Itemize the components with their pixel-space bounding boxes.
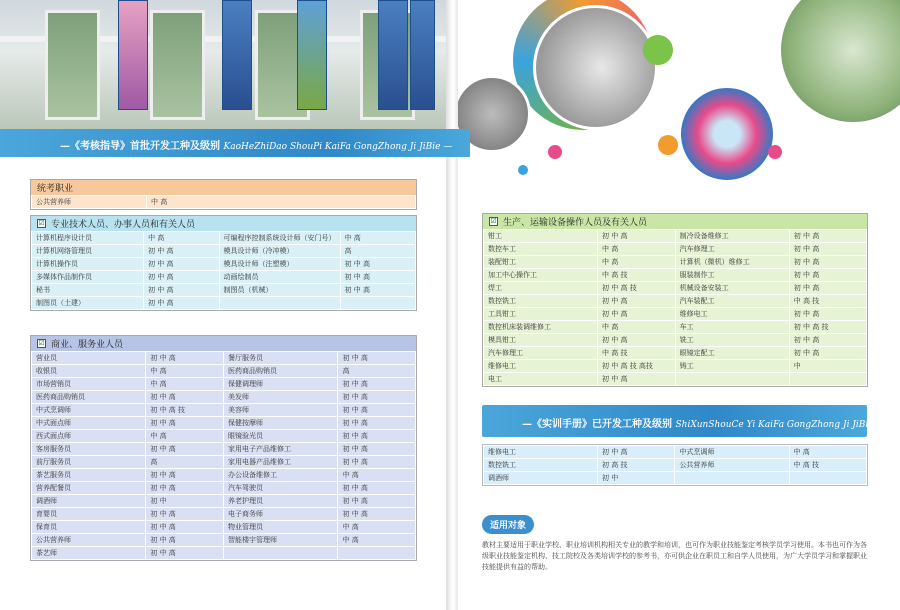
table-row [32,284,416,297]
table-row [484,446,867,459]
section-title: 生产、运输设备操作人员及有关人员 [503,218,648,228]
cell-occupation: 医药商品购销员 [32,391,146,404]
cell-level: 中 [789,360,866,373]
cell-occupation: 计算机操作员 [32,258,144,271]
cell-level: 初 中 高 [338,456,416,469]
cell-occupation: 数控机床装调维修工 [484,321,598,334]
cell-level: 中 高 [146,365,224,378]
cell-level [789,472,866,485]
cell-occupation: 电工 [484,373,598,386]
cell-occupation: 工具钳工 [484,308,598,321]
cell-occupation: 机械设备安装工 [675,282,789,295]
cell-level: 初 中 高 [789,347,866,360]
decor-dot [643,35,673,65]
cell-level: 初 中 高 [144,245,219,258]
cell-occupation: 中式面点师 [32,417,146,430]
cell-occupation: 铸工 [675,360,789,373]
section-title: 统考职业 [37,184,74,194]
table-row [32,404,416,417]
occupation-table [483,445,867,485]
photo-collage [458,0,900,200]
cell-level [338,547,416,560]
cell-level: 初 中 高 [598,308,676,321]
cell-occupation: 维修电工 [675,308,789,321]
table-row [484,295,867,308]
cell-occupation: 茶艺服务员 [32,469,146,482]
cell-occupation: 物业管理员 [223,521,338,534]
cell-level: 初 中 高 [789,282,866,295]
cell-occupation: 市场营销员 [32,378,146,391]
cell-occupation [219,297,340,310]
cell-level: 初 中 高 [789,269,866,282]
band-title-pinyin: ShiXunShouCe Yi KaiFa GongZhong Ji JiBie — [675,420,886,430]
cell-level: 初 中 高 技 [146,404,224,417]
table-row [484,472,867,485]
cell-level: 初 高 技 [598,459,675,472]
cell-occupation: 美容师 [223,404,338,417]
cell-occupation: 家用电子产品维修工 [223,443,338,456]
cell-level: 初 中 高 [789,256,866,269]
cell-level: 中 高 [338,534,416,547]
section-title: 专业技术人员、办事人员和有关人员 [51,220,196,230]
cell-level: 中 高 [338,469,416,482]
table-row [32,391,416,404]
table-row [32,547,416,560]
cell-level: 高 [340,245,415,258]
cell-level: 初 中 高 [144,271,219,284]
cell-occupation: 数控铣工 [484,459,598,472]
table-row [484,360,867,373]
section-header [31,216,416,231]
photo-banner [118,0,148,110]
cell-level [789,373,866,386]
decor-dot [658,135,678,155]
section-header [483,214,867,229]
cell-occupation: 制图员（机械） [219,284,340,297]
checkbox-icon: ☑ [490,217,497,225]
cell-occupation: 中式烹调师 [675,446,789,459]
cell-occupation: 公共营养师 [675,459,789,472]
note-title: 适用对象 [482,515,534,534]
cell-occupation: 眼镜定配工 [675,347,789,360]
cell-level: 高 [146,456,224,469]
cell-level: 中 高 [146,378,224,391]
book-gutter [446,0,458,610]
cell-occupation: 营业员 [32,352,146,365]
cell-occupation: 加工中心操作工 [484,269,598,282]
table-row [32,417,416,430]
cell-occupation: 公共营养师 [32,534,146,547]
table-row [484,230,867,243]
cell-level: 初 中 高 [146,352,224,365]
table-row [484,459,867,472]
title-band [0,129,470,157]
cell-level: 初 中 高 [338,352,416,365]
table-row [32,443,416,456]
cell-occupation: 数控车工 [484,243,598,256]
cell-occupation [223,547,338,560]
cell-occupation: 制图员（土建） [32,297,144,310]
table-row [32,521,416,534]
cell-occupation: 可编程序控制系统设计师（安门号） [219,232,340,245]
cell-level: 初 中 高 [146,521,224,534]
band-title-pinyin: KaoHeZhiDao ShouPi KaiFa GongZhong Ji JiBie — [223,142,453,152]
table-row [484,269,867,282]
decor-dot [548,145,562,159]
cell-occupation: 动画绘制员 [219,271,340,284]
cell-level: 初 中 高 [338,391,416,404]
cell-level: 初 中 高 [789,308,866,321]
table-row [32,482,416,495]
cell-occupation: 西式面点师 [32,430,146,443]
cell-occupation: 汽车装配工 [675,295,789,308]
cell-occupation [675,472,789,485]
cell-level: 初 中 高 技 高技 [598,360,676,373]
cell-level: 中 高 技 [789,459,866,472]
cell-occupation: 维修电工 [484,446,598,459]
cell-level: 初 中 高 技 [789,321,866,334]
table-row [32,258,416,271]
cell-occupation: 保健调理师 [223,378,338,391]
cell-level: 初 中 高 [338,404,416,417]
cell-level: 中 高 [789,446,866,459]
photo-banner [410,0,435,110]
occupation-table [483,229,867,386]
cell-occupation: 保健按摩师 [223,417,338,430]
cell-level: 初 中 高 [340,284,415,297]
cell-occupation: 养老护理员 [223,495,338,508]
table-row [32,456,416,469]
cell-level: 初 中 高 [598,373,676,386]
cell-occupation: 焊工 [484,282,598,295]
cell-occupation: 车工 [675,321,789,334]
cell-level: 初 中 高 [340,271,415,284]
cell-occupation: 客房服务员 [32,443,146,456]
cell-level: 初 中 高 [598,334,676,347]
hall-photo [0,0,448,130]
photo-circle-fabric [678,85,776,183]
photo-banner [297,0,327,110]
cell-occupation: 智能楼宇管理师 [223,534,338,547]
photo-window [150,10,205,120]
cell-level: 高 [338,365,416,378]
cell-level: 中 高 [146,430,224,443]
table-row [484,321,867,334]
table-row [484,373,867,386]
table-production [482,213,868,387]
checkbox-icon: ☑ [38,339,45,347]
table-row [32,534,416,547]
cell-level: 中 高 [340,232,415,245]
photo-circle-exhibition [778,0,900,125]
cell-level: 中 高 [598,243,676,256]
cell-level: 初 中 高 [338,417,416,430]
cell-level: 初 中 高 [338,482,416,495]
table-row [484,243,867,256]
cell-level: 初 中 高 [789,243,866,256]
cell-occupation: 办公设备维修工 [223,469,338,482]
photo-circle-baby [533,5,658,130]
photo-banner [222,0,252,110]
table-row [32,271,416,284]
cell-level: 中 高 [598,256,676,269]
cell-level: 初 中 [146,495,224,508]
cell-level: 中 高 [598,321,676,334]
cell-level: 中 高 [147,196,416,209]
cell-level: 初 中 高 [146,508,224,521]
table-professional [30,215,417,311]
cell-level: 初 中 高 [146,391,224,404]
band-title [522,415,886,430]
band-title-text: —《实训手册》已开发工种及级别 [522,419,672,430]
title-band [482,405,886,437]
section-header [31,336,416,351]
cell-level: 初 中 高 [789,230,866,243]
cell-occupation: 汽车驾驶员 [223,482,338,495]
table-service [30,335,417,561]
cell-occupation: 模具设计师（冷冲模） [219,245,340,258]
cell-occupation: 收银员 [32,365,146,378]
cell-occupation: 服装制作工 [675,269,789,282]
cell-level: 初 中 高 [144,258,219,271]
cell-occupation: 装配钳工 [484,256,598,269]
cell-level: 初 中 高 [598,295,676,308]
cell-level: 中 高 [338,521,416,534]
table-row [32,378,416,391]
cell-occupation: 维修电工 [484,360,598,373]
table-row [32,352,416,365]
cell-occupation: 汽车修理工 [675,243,789,256]
cell-level: 初 中 高 [338,430,416,443]
table-row [32,232,416,245]
cell-occupation: 多媒体作品制作员 [32,271,144,284]
table-row [484,256,867,269]
table-row [484,347,867,360]
note-body: 教材主要适用于职业学校、职业培训机构相关专业的教学和培训，也可作为职业技能鉴定考核学员学习使用。本书也可作为各级职业技能鉴定机构、技工院校及各类培训学校的参考书，亦可供企业在职员工和自学人员使用，为广大学员学习和掌握职业技能提供有益的帮助。 [482,541,867,571]
cell-occupation: 营养配餐员 [32,482,146,495]
cell-occupation: 汽车修理工 [484,347,598,360]
decor-dot [518,165,528,175]
cell-occupation: 餐厅服务员 [223,352,338,365]
cell-level: 初 中 高 [598,230,676,243]
cell-level: 初 中 高 [146,547,224,560]
table-row [32,508,416,521]
section-header [31,180,416,195]
cell-occupation: 调酒师 [32,495,146,508]
cell-occupation: 医药商品购销员 [223,365,338,378]
occupation-table [31,195,416,209]
cell-occupation: 钳工 [484,230,598,243]
cell-level: 初 中 高 [144,297,219,310]
cell-level [340,297,415,310]
photo-banner [378,0,408,110]
cell-level: 初 中 高 [146,443,224,456]
checkbox-icon: ☑ [38,219,45,227]
band-title-text: —《考核指导》首批开发工种及级别 [60,141,220,152]
cell-level: 初 中 高 [146,469,224,482]
cell-level: 初 中 高 [338,495,416,508]
occupation-table [31,351,416,560]
cell-occupation: 电子商务师 [223,508,338,521]
table-row [484,334,867,347]
table-row [32,430,416,443]
cell-occupation: 公共营养师 [32,196,147,209]
cell-occupation: 制冷设备维修工 [675,230,789,243]
cell-occupation: 计算机（微机）维修工 [675,256,789,269]
cell-occupation: 眼镜验光员 [223,430,338,443]
applicable-note [482,515,868,573]
occupation-table [31,231,416,310]
table-row [484,308,867,321]
cell-occupation: 计算机程序设计员 [32,232,144,245]
cell-level: 初 中 高 [144,284,219,297]
cell-occupation: 保育员 [32,521,146,534]
cell-occupation: 茶艺师 [32,547,146,560]
table-row [32,365,416,378]
cell-level: 中 高 技 [789,295,866,308]
cell-occupation: 前厅服务员 [32,456,146,469]
section-title: 商业、服务业人员 [51,340,124,350]
table-unified-exam [30,179,417,210]
cell-level: 初 中 高 [340,258,415,271]
cell-occupation: 调酒师 [484,472,598,485]
table-row [32,196,416,209]
cell-level: 初 中 高 [338,508,416,521]
cell-level: 初 中 高 [338,378,416,391]
cell-level: 初 中 高 [146,482,224,495]
cell-occupation: 模具设计师（注塑模） [219,258,340,271]
cell-occupation: 秘书 [32,284,144,297]
table-row [32,495,416,508]
cell-occupation: 计算机网络管理员 [32,245,144,258]
cell-occupation [675,373,789,386]
cell-level: 初 中 高 技 [598,282,676,295]
cell-level: 初 中 高 [338,443,416,456]
table-row [32,297,416,310]
cell-occupation: 美发师 [223,391,338,404]
cell-occupation: 中式烹调师 [32,404,146,417]
table-row [484,282,867,295]
cell-level: 中 高 [144,232,219,245]
cell-occupation: 数控铣工 [484,295,598,308]
cell-level: 初 中 高 [146,417,224,430]
table-row [32,245,416,258]
cell-level: 初 中 [598,472,675,485]
decor-dot [768,145,782,159]
table-row [32,469,416,482]
table-training [482,444,868,486]
photo-window [45,10,100,120]
cell-occupation: 铣工 [675,334,789,347]
band-title [60,137,452,152]
cell-level: 中 高 技 [598,347,676,360]
cell-level: 中 高 技 [598,269,676,282]
cell-occupation: 家用电器产品维修工 [223,456,338,469]
cell-level: 初 中 高 [146,534,224,547]
cell-occupation: 模具钳工 [484,334,598,347]
cell-level: 初 中 高 [789,334,866,347]
cell-occupation: 育婴员 [32,508,146,521]
cell-level: 初 中 高 [598,446,675,459]
